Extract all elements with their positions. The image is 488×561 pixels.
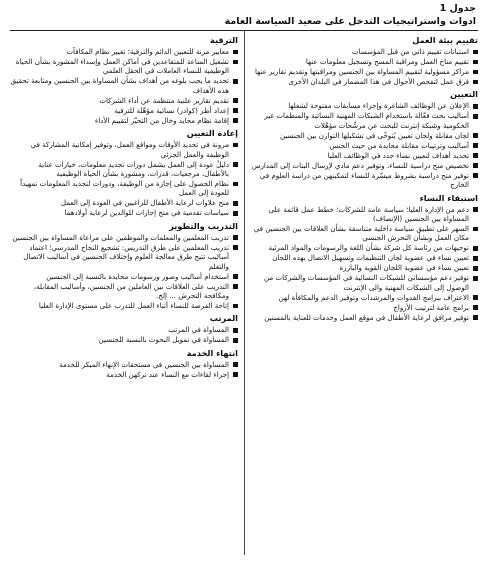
list-item: منح علاوات لرعاية الأطفال للراغبين في العودة إلى العمل [10, 198, 238, 207]
list-item: استبانات تقييم ذاتي من قبل المؤسسات [250, 47, 478, 56]
list-item: السهر على تطبيق سياسة داخلية متناسقة بشأن العلاقات بين الجنسين في مكان العمل وبشأن التحرش الجنسي [250, 224, 478, 243]
list-item: أساليب وترتيبات مقابلة محايدة من حيث الجنس [250, 141, 478, 150]
list-item: تقييم مناخ العمل ومراقبة المسح وتسجيل معلومات عنها [250, 57, 478, 66]
list-item: الإعلان عن الوظائف الشاغرة وإجراء مسابقات مفتوحة لشغلها [250, 101, 478, 110]
list-item: التدريب على العلاقات بين العاملين من الجنسين، وأساليب المقابلة، ومكافحة التحرش ... إلخ. [10, 282, 238, 301]
list-item: برامج عامة لترتيب الأزواج [250, 303, 478, 312]
document-header [12, 2, 476, 28]
list-item: استخدام أساليب وصور ورسومات محايدة بالنسبة إلى الجنسين [10, 272, 238, 281]
section-heading: التدريب والتطوير [169, 220, 238, 231]
list-item: فرق عمل لتفحص الأحوال في هذا المضمار في البلدان الأخرى [250, 77, 478, 86]
list-item: تدريب المعلمين والمعلمات والموظفين على مراعاة المساواة بين الجنسين [10, 233, 238, 242]
right-column-section [250, 35, 478, 86]
list-item: المساواة بين الجنسين في مستحقات الإنهاء المبكر للخدمة [10, 360, 238, 369]
section-heading: التعيين [450, 89, 478, 100]
right-column [250, 33, 478, 555]
table-title: ادوات واستراتيجيات التدخل على صعيد السياسة العامة [224, 16, 476, 27]
list-item: إتاحة الفرصة للنساء أثناء العمل للتدرب على مستوى الإدارة العليا [10, 301, 238, 310]
bullet-list [10, 140, 238, 218]
left-column-section [10, 35, 238, 125]
left-column [10, 33, 238, 555]
list-item: تعيين نساء في عضوية لجان التنظيمات وتسهيل الاتصال بهذه اللجان [250, 253, 478, 262]
section-heading: إعادة التعيين [186, 128, 238, 139]
list-item: الاعتراف ببرامج القدوات والمرشدات وتوفير الدعم والمكافأة لهن [250, 293, 478, 302]
section-heading: تقييم بيئة العمل [412, 35, 478, 45]
list-item: دليلٌ عودة إلى العمل يشمل دورات تجديد معلومات، خيارات عناية بالأطفال، مرجعيات، قدرات، ومشورة بشأن الحياة الوظيفية [10, 160, 238, 179]
bullet-list [10, 325, 238, 344]
list-item: إجراء لقاءات مع النساء عند تركهن الخدمة [10, 370, 238, 379]
list-item: تدريب المعلمين على طرق التدريس: تشجيع النجاح المدرسي؛ اعتماد أساليب تتيح طرق معالجة العلوم وإختلاف الجنسين في أساليب الاتصال والتعلم [10, 243, 238, 271]
list-item: أساليب بحث فعّالة باستخدام الشبكات المهنية النسائية والمنظمات غير الحكومية وشبكة إنترنت للبحث عن مرشّحات مؤهّلات [250, 111, 478, 130]
list-item: تحديد ما يجب بلوغه من أهداف بشأن المساواة بين الجنسين ومتابعة تحقيق هذه الأهداف [10, 76, 238, 95]
bullet-list [10, 47, 238, 125]
left-column-section [10, 221, 238, 311]
left-column-section [10, 128, 238, 218]
right-column-section [250, 89, 478, 189]
list-item: توجيهات من رئاسة كل شركة بشأن اللغة والرسومات والمواد المرئية [250, 243, 478, 252]
table-number: جدول 1 [439, 3, 476, 14]
list-item: تقديم تقارير علنية منتظمة عن أداء الشركات [10, 96, 238, 105]
list-item: المساواة في المرتب [10, 325, 238, 334]
left-column-section [10, 348, 238, 379]
list-item: إقامة نظام محايد وخال من التحيّز لتقييم الأداء [10, 116, 238, 125]
list-item: نظام الحصول على إجازة من الوظيفة، ودورات لتجديد المعلومات تمهيداً للعودة إلى العمل [10, 179, 238, 198]
section-heading: انتهاء الخدمة [186, 347, 238, 358]
section-heading: الترقية [210, 35, 238, 45]
list-item: لجان مقابلة ولجان تعيين يُتوخّى في تشكيلها التوازن بين الجنسين [250, 131, 478, 140]
list-item: معايير مرنة للتعيين الدائم والترقية؛ تغيير نظام المكافآت [10, 47, 238, 56]
list-item: المساواة في تمويل البحوث بالنسبة للجنسين [10, 335, 238, 344]
list-item: تشغيل الساعة للمتقاعدين في أماكن العمل وإسداء المشورة بشأن الحياة الوظيفية للنساء العاملات في الحقل العلمي [10, 57, 238, 76]
list-item: سياسات تقدمية في منح إجازات للوالدين لرعاية أولادهما [10, 208, 238, 217]
list-item: تعيين نساء في عضوية اللجان القوية والبارزة [250, 263, 478, 272]
section-heading: المرتب [209, 313, 238, 324]
list-item: دعم من الإدارة العليا؛ سياسة عامة للشركات؛ خطط عمل قائمة على المساواة بين الجنسين (الإنصاف) [250, 205, 478, 224]
bullet-list [10, 360, 238, 379]
list-item: مرونة في تحديد الأوقات ومواقع العمل، وتوفير إمكانية المشاركة في الوظيفة والعمل الجزئي [10, 140, 238, 159]
list-item: إعداد أطر (كوادر) نسائية مؤهّلة للترقية [10, 106, 238, 115]
column-divider [244, 31, 245, 555]
list-item: توفير منح دراسية بشروط ميسّرة للنساء لتمكينهن من دراسة العلوم في الخارج [250, 171, 478, 190]
bullet-list [250, 101, 478, 189]
left-column-section [10, 313, 238, 344]
bullet-list [10, 233, 238, 311]
list-item: توفير دعم مؤسساتي للشبكات النسائية في المؤسسات والشركات من الوصول إلى الشبكات المهنية والى الإنترنت [250, 273, 478, 292]
list-item: تحديد أهداف لتعيين نساء جدد في الوظائف العليا [250, 151, 478, 160]
list-item: توفير مرافق لرعاية الأطفال في موقع العمل وخدمات للعناية بالمسنين [250, 313, 478, 322]
right-column-section [250, 193, 478, 323]
section-heading: استبقاء النساء [419, 192, 478, 203]
list-item: تخصيص منح دراسية للنساء، وتوفير دعم مادي لإرسال البنات إلى المدارس [250, 161, 478, 170]
bullet-list [250, 47, 478, 86]
bullet-list [250, 205, 478, 323]
list-item: مراكز مسؤولية لتقييم المساواة بين الجنسين ومراقبتها وتقديم تقارير عنها [250, 67, 478, 76]
